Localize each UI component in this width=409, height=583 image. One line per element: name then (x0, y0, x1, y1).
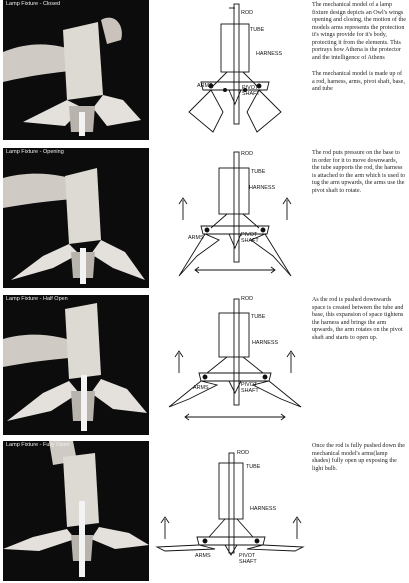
paragraph: The mechanical model of a lamp fixture design depicts an Owl's wings opening and closing, the motion of the models arms represents the protection it's wings provide for it's body, protecting it from the elements. This portrays how Athena is the protector and the intelligence of Athens (312, 2, 406, 61)
label-tube: TUBE (246, 464, 261, 470)
label-tube: TUBE (251, 314, 266, 320)
up-arrow-right (283, 198, 291, 220)
paragraph: The mechanical model is made up of a rod, harness, arms, pivot shaft, base, and tube (312, 71, 405, 92)
tube-shape (221, 24, 249, 72)
photo-caption: Lamp Fixture - Fully Open (6, 442, 70, 448)
label-arms: ARMS (193, 385, 209, 391)
label-pivot-shaft: PIVOT SHAFT (239, 553, 257, 565)
label-rod: ROD (241, 10, 253, 16)
harness-shape (213, 72, 257, 86)
left-arm-shape (189, 90, 223, 132)
photo-lamp-fully-open (3, 441, 149, 581)
harness-shape (209, 519, 253, 537)
photo-caption: Lamp Fixture - Closed (6, 1, 61, 7)
diagram-closed (155, 0, 305, 142)
up-arrow-right (287, 351, 295, 373)
label-rod: ROD (237, 450, 249, 456)
photo-caption: Lamp Fixture - Opening (6, 149, 64, 155)
label-rod: ROD (241, 296, 253, 302)
span-arrow (185, 414, 285, 420)
label-tube: TUBE (250, 27, 265, 33)
panel-fully-open (0, 441, 409, 583)
label-harness: HARNESS (252, 340, 279, 346)
right-arm-shape (247, 545, 303, 551)
panel-half-open (0, 295, 409, 437)
span-arrow (195, 267, 275, 273)
panel-opening (0, 148, 409, 290)
rod-shape (229, 453, 234, 553)
label-pivot-shaft: PIVOT SHAFT (241, 382, 259, 394)
label-harness: HARNESS (256, 51, 283, 57)
rod-shape (234, 4, 239, 124)
label-harness: HARNESS (250, 506, 277, 512)
photo-lamp-half-open (3, 295, 149, 435)
panel-closed (0, 0, 409, 142)
diagram-opening (155, 148, 305, 290)
label-arms: ARMS (197, 83, 213, 89)
photo-caption: Lamp Fixture - Half Open (6, 296, 68, 302)
paragraph: Once the rod is fully pushed down the mechanical model's arms(lamp shades) fully open up exposing the light bulb. (312, 443, 405, 472)
left-arm-shape (157, 545, 215, 551)
diagram-half-open (155, 295, 305, 437)
label-rod: ROD (241, 151, 253, 157)
harness-shape (207, 357, 263, 373)
up-arrow-left (175, 351, 183, 373)
diagram-fully-open (155, 441, 305, 583)
label-harness: HARNESS (249, 185, 276, 191)
paragraph: As the rod is pushed downwards space is created between the tube and base, this expansion of space tightens the harness and brings the arm upwards, the arm rotates on the pivot shaft and starts to open up. (312, 297, 404, 341)
photo-lamp-closed (3, 0, 149, 140)
up-arrow-left (179, 198, 187, 220)
label-arms: ARMS (195, 553, 211, 559)
up-arrow-right (293, 517, 301, 539)
description-fully-open (312, 443, 406, 482)
description-opening (312, 150, 406, 204)
photo-lamp-opening (3, 148, 149, 288)
label-pivot-shaft: PIVOT SHAFT (241, 232, 259, 244)
label-pivot-shaft: PIVOT SHAFT (242, 85, 260, 97)
tube-shape (219, 463, 243, 519)
label-tube: TUBE (251, 169, 266, 175)
description-closed (312, 2, 406, 103)
up-arrow-left (161, 517, 169, 539)
label-arms: ARMS (188, 235, 204, 241)
description-half-open (312, 297, 406, 351)
paragraph: The rod puts pressure on the base to in order for it to move downwards, the tube supports the rod, the harness is attached to the arm which is used to tug the arm upwards, the arms use the pivot shaft to rotate. (312, 150, 406, 194)
